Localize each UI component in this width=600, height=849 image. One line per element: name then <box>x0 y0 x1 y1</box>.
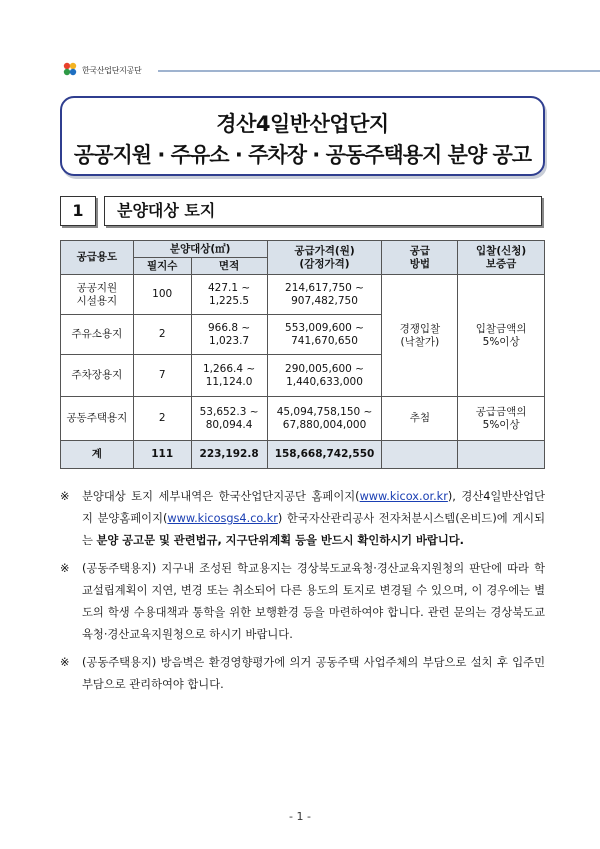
org-name: 한국산업단지공단 <box>82 66 142 75</box>
row-area-line2: 1,225.5 <box>209 294 250 307</box>
row-price <box>267 315 382 355</box>
deposit-supply-line1: 공급금액의 <box>475 405 527 418</box>
note1-text-b: ), 경산4일반산업단지 분양홈페이지( <box>82 490 545 525</box>
row-parcels: 2 <box>133 315 191 355</box>
total-area: 223,192.8 <box>191 441 267 469</box>
row-price-line1: 290,005,600 ~ <box>285 362 364 375</box>
row-area-line1: 1,266.4 ~ <box>202 362 256 375</box>
header-use: 공급용도 <box>61 241 134 275</box>
header-method-label: 공급 <box>409 244 430 257</box>
note-mark: ※ <box>60 490 70 503</box>
header-price-label: 공급가격(원) <box>294 244 355 257</box>
title-box <box>60 96 545 176</box>
header-price-sub: (감정가격) <box>299 257 350 270</box>
row-price-line1: 214,617,750 ~ <box>285 281 364 294</box>
method-lottery: 추첨 <box>382 397 458 441</box>
row-use: 공동주택용지 <box>61 397 134 441</box>
total-deposit-empty <box>458 441 545 469</box>
note3-text: (공동주택용지) 방음벽은 환경영향평가에 의거 공동주택 사업주체의 부담으로 설치 후 입주민 부담으로 관리하여야 합니다. <box>82 656 545 691</box>
row-area-line2: 11,124.0 <box>205 375 253 388</box>
table-row <box>61 397 545 441</box>
kicox-logo-icon <box>62 61 78 77</box>
note1-bold: 분양 공고문 및 관련법규, 지구단위계획 등을 반드시 확인하시기 바랍니다. <box>96 534 464 547</box>
row-area <box>191 355 267 397</box>
row-price-line1: 45,094,758,150 ~ <box>276 405 373 418</box>
notes <box>60 486 545 702</box>
page-title: 경산4일반산업단지 <box>216 112 389 136</box>
row-price-line2: 67,880,004,000 <box>282 418 367 431</box>
header-divider <box>158 70 600 72</box>
note-item <box>60 652 545 696</box>
row-area-line1: 53,652.3 ~ <box>199 405 259 418</box>
row-price-line1: 553,009,600 ~ <box>285 321 364 334</box>
table-row <box>61 275 545 315</box>
kicosgs4-link[interactable]: www.kicosgs4.co.kr <box>167 512 278 525</box>
total-label: 계 <box>61 441 134 469</box>
total-method-empty <box>382 441 458 469</box>
deposit-bid-line2: 5%이상 <box>482 335 520 348</box>
row-use-line2: 시설용지 <box>76 294 118 307</box>
method-competitive-line2: (낙찰가) <box>400 335 440 348</box>
row-area <box>191 315 267 355</box>
row-price-line2: 1,440,633,000 <box>286 375 363 388</box>
row-use: 주유소용지 <box>61 315 134 355</box>
row-area <box>191 275 267 315</box>
supply-table <box>60 240 545 469</box>
deposit-supply-line2: 5%이상 <box>482 418 520 431</box>
row-price <box>267 355 382 397</box>
header-method <box>382 241 458 275</box>
row-use-line1: 공공지원 <box>76 281 118 294</box>
row-parcels: 100 <box>133 275 191 315</box>
header-deposit-label: 입찰(신청) <box>476 244 527 257</box>
section-number: 1 <box>60 196 96 226</box>
page-header <box>62 60 562 86</box>
total-parcels: 111 <box>133 441 191 469</box>
header-area: 면적 <box>191 258 267 275</box>
row-price <box>267 397 382 441</box>
section-title: 분양대상 토지 <box>104 196 542 226</box>
row-parcels: 2 <box>133 397 191 441</box>
note-item <box>60 558 545 646</box>
header-method-sub: 방법 <box>409 257 430 270</box>
row-price <box>267 275 382 315</box>
total-row <box>61 441 545 469</box>
kicox-link[interactable]: www.kicox.or.kr <box>359 490 448 503</box>
note1-text-c: ) 한국자산관리공사 전자처분시스템(온비드)에 게시되는 <box>82 512 545 547</box>
row-use: 주차장용지 <box>61 355 134 397</box>
note-mark: ※ <box>60 656 70 669</box>
deposit-bid <box>458 275 545 397</box>
row-area-line1: 427.1 ~ <box>207 281 251 294</box>
page-number: - 1 - <box>289 810 311 823</box>
row-use <box>61 275 134 315</box>
row-area-line1: 966.8 ~ <box>207 321 251 334</box>
header-parcels: 필지수 <box>133 258 191 275</box>
header-price <box>267 241 382 275</box>
note-mark: ※ <box>60 562 70 575</box>
header-target: 분양대상(㎡) <box>133 241 267 258</box>
row-price-line2: 741,670,650 <box>291 334 358 347</box>
row-parcels: 7 <box>133 355 191 397</box>
header-deposit-sub: 보증금 <box>485 257 517 270</box>
method-competitive-line1: 경쟁입찰 <box>399 322 441 335</box>
row-area <box>191 397 267 441</box>
method-competitive <box>382 275 458 397</box>
row-area-line2: 1,023.7 <box>209 334 250 347</box>
total-price: 158,668,742,550 <box>267 441 382 469</box>
deposit-supply <box>458 397 545 441</box>
note2-text: (공동주택용지) 지구내 조성된 학교용지는 경상북도교육청·경산교육지원청의 판단에 따라 학교설립계획이 지연, 변경 또는 취소되어 다른 용도의 토지로 변경될 수 있으며, 이 경우에는 별도의 학생 수용대책과 통학을 위한 보행환경 등을 마련하여야 합니다. 관련 문의는 경상북도교육청·경산교육지원청으로 하시기 바랍니다. <box>82 562 545 641</box>
header-deposit <box>458 241 545 275</box>
row-area-line2: 80,094.4 <box>205 418 253 431</box>
row-price-line2: 907,482,750 <box>291 294 358 307</box>
deposit-bid-line1: 입찰금액의 <box>475 322 527 335</box>
note1-text-a: 분양대상 토지 세부내역은 한국산업단지공단 홈페이지( <box>82 490 360 503</box>
page-subtitle: 공공지원 · 주유소 · 주차장 · 공동주택용지 분양 공고 <box>73 143 532 167</box>
note-item <box>60 486 545 552</box>
